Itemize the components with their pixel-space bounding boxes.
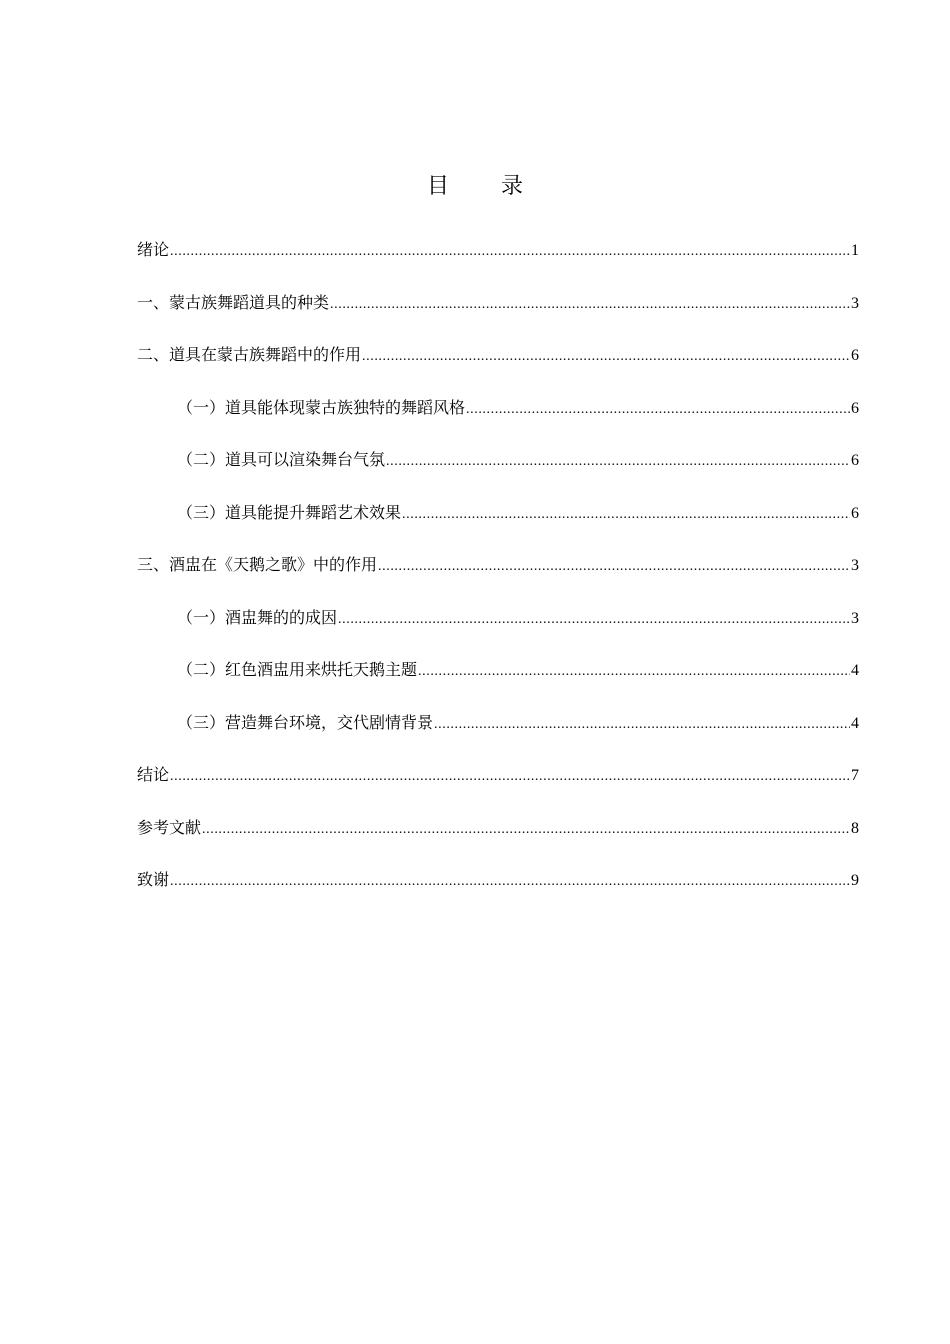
toc-entry[interactable] [137,285,859,338]
toc-entry-label: （一）酒盅舞的的成因 [177,607,338,627]
toc-page-number: 9 [851,872,859,889]
toc-page-number: 4 [851,714,859,732]
toc-page-number: 6 [851,347,859,364]
toc-entry-label: （三）营造舞台环境，交代剧情背景 [177,712,434,732]
toc-page-number: 1 [851,242,859,259]
toc-page-number: 6 [851,452,859,469]
toc-dot-leader [378,549,850,585]
toc-entry-label: 三、酒盅在《天鹅之歌》中的作用 [137,555,378,574]
toc-entry-label: （三）道具能提升舞蹈艺术效果 [177,502,402,522]
toc-page-number: 7 [851,767,859,784]
toc-entry-label: 一、蒙古族舞蹈道具的种类 [137,292,330,312]
toc-title: 目录 [426,174,575,199]
toc-entry-label: 致谢 [137,870,170,889]
toc-entry-label: 参考文献 [137,817,202,837]
toc-entry-label: 绪论 [137,240,170,259]
toc-entry-label: （一）道具能体现蒙古族独特的舞蹈风格 [177,397,466,417]
toc-page-number: 3 [851,609,859,627]
toc-dot-leader [466,392,850,428]
toc-page-number: 4 [851,662,859,679]
toc-dot-leader [202,812,850,848]
toc-entry[interactable] [137,390,859,443]
toc-dot-leader [170,864,850,900]
toc-dot-leader [418,654,850,690]
toc-entry[interactable] [137,442,859,495]
toc-entry[interactable] [137,600,859,653]
toc-entry[interactable] [137,547,859,600]
toc-entry[interactable] [137,705,859,758]
toc-dot-leader [402,497,850,533]
toc-dot-leader [330,287,850,323]
table-of-contents [137,232,859,915]
toc-page-number: 6 [851,504,859,522]
toc-dot-leader [170,234,850,270]
toc-dot-leader [338,602,850,638]
toc-entry[interactable] [137,652,859,705]
toc-entry-label: （二）红色酒盅用来烘托天鹅主题 [177,660,418,679]
toc-page-number: 8 [851,819,859,837]
toc-dot-leader [170,759,850,795]
toc-entry[interactable] [137,757,859,810]
toc-dot-leader [362,339,850,375]
toc-entry-label: 二、道具在蒙古族舞蹈中的作用 [137,345,362,364]
toc-page-number: 3 [851,294,859,312]
toc-dot-leader [386,444,850,480]
toc-page-number: 6 [851,399,859,417]
toc-entry-label: 结论 [137,765,170,784]
toc-entry[interactable] [137,495,859,548]
toc-entry[interactable] [137,232,859,285]
toc-page-number: 3 [851,557,859,574]
toc-entry[interactable] [137,862,859,915]
toc-entry-label: （二）道具可以渲染舞台气氛 [177,450,386,469]
toc-entry[interactable] [137,810,859,863]
toc-dot-leader [434,707,850,743]
toc-entry[interactable] [137,337,859,390]
